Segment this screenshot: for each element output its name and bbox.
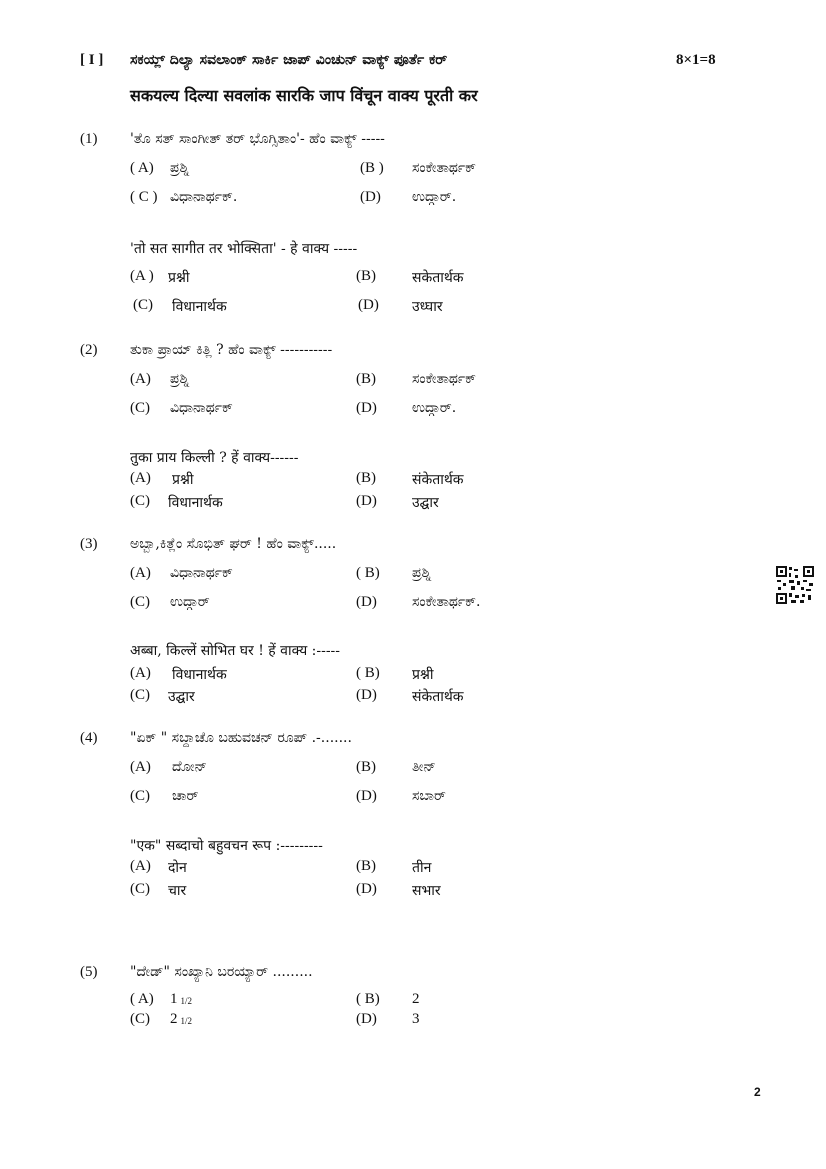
q4-dev-option-b: तीन	[412, 860, 432, 876]
question-3-kannada: ಅಬ್ಬಾ,ಕಿತ್ಲೆಂ ಸೊಭಿತ್ ಘರ್ ! ಹೆಂ ವಾಕ್ಯ್.....	[130, 536, 337, 552]
q4-dev-option-c-label: (C)	[130, 881, 150, 897]
q4-kn-option-d-label: (D)	[356, 788, 377, 804]
section-title-kannada: ಸಕಯ್ಲ್ ದಿಲ್ಯಾ ಸವಲಾಂಕ್ ಸಾರ್ಕಿ ಜಾಪ್ ವಿಂಚುನ್ ವಾಕ್ಯ್ ಪೂರ್ತೆ ಕರ್	[130, 52, 448, 68]
question-4-number: (4)	[80, 730, 98, 746]
question-3-number: (3)	[80, 536, 98, 552]
q2-dev-option-a-label: (A)	[130, 470, 151, 486]
q3-kn-option-d-label: (D)	[356, 594, 377, 610]
q3-dev-option-c: उद्घार	[168, 689, 195, 705]
q1-dev-option-b-label: (B)	[356, 268, 376, 284]
q3-dev-option-c-label: (C)	[130, 687, 150, 703]
q3-dev-option-d-label: (D)	[356, 687, 377, 703]
q4-kn-option-d: ಸಬಾರ್	[412, 788, 446, 804]
q4-dev-option-a-label: (A)	[130, 858, 151, 874]
q1-dev-option-c: विधानार्थक	[172, 299, 227, 315]
page-number: 2	[754, 1085, 761, 1099]
q3-kn-option-a-label: (A)	[130, 565, 151, 581]
q5-option-c-fraction: 1/2	[180, 1016, 193, 1026]
q5-option-c	[170, 1011, 192, 1028]
q3-kn-option-c: ಉದ್ಗಾರ್	[170, 594, 210, 610]
q2-dev-option-a: प्रश्नी	[172, 472, 194, 488]
question-2-number: (2)	[80, 342, 98, 358]
q4-dev-option-b-label: (B)	[356, 858, 376, 874]
section-title-devanagari: सकयल्य दिल्या सवलांक सारकि जाप विंचून वाक्य पूरती कर	[130, 86, 478, 105]
q3-kn-option-a: ವಿಧಾನಾರ್ಥಕ್	[170, 565, 233, 581]
q1-kn-option-a-label: ( A)	[130, 160, 154, 176]
question-4-kannada: "ಏಕ್ " ಸಬ್ದಾಚೊ ಬಹುವಚನ್ ರೂಪ್ .-.......	[130, 730, 352, 746]
q5-option-c-value: 2	[170, 1011, 178, 1027]
q2-dev-option-d: उद्घार	[412, 495, 439, 511]
q3-kn-option-d: ಸಂಕೇತಾರ್ಥಕ್.	[412, 594, 481, 610]
q5-option-a-fraction: 1/2	[180, 996, 193, 1006]
question-4-devanagari: "एक" सब्दाचो बहुवचन रूप :---------	[130, 838, 323, 854]
q5-option-b: 2	[412, 991, 420, 1007]
q2-kn-option-c-label: (C)	[130, 400, 150, 416]
q4-dev-option-d: सभार	[412, 883, 441, 899]
q4-kn-option-a-label: (A)	[130, 759, 151, 775]
q1-kn-option-b-label: (B )	[360, 160, 384, 176]
q5-option-d-label: (D)	[356, 1011, 377, 1027]
q5-option-a-value: 1	[170, 991, 178, 1007]
q1-kn-option-a: ಪ್ರಶ್ನಿ	[170, 160, 190, 176]
q2-dev-option-c: विधानार्थक	[168, 495, 223, 511]
q3-dev-option-b: प्रश्नी	[412, 667, 434, 683]
q3-dev-option-a-label: (A)	[130, 665, 151, 681]
q1-dev-option-a-label: (A )	[130, 268, 154, 284]
q1-dev-option-d: उध्घार	[412, 299, 443, 315]
q3-kn-option-b: ಪ್ರಶ್ನಿ	[412, 565, 432, 581]
q3-kn-option-b-label: ( B)	[356, 565, 380, 581]
q2-kn-option-d: ಉದ್ಗಾರ್.	[412, 400, 457, 416]
q4-dev-option-a: दोन	[168, 860, 187, 876]
q4-kn-option-c: ಚಾರ್	[172, 788, 199, 804]
q1-kn-option-d-label: (D)	[360, 189, 381, 205]
q2-kn-option-b: ಸಂಕೇತಾರ್ಥಕ್	[412, 371, 477, 387]
question-1-devanagari: 'तो सत सागीत तर भोक्सिता' - हे वाक्य -----	[130, 241, 358, 257]
section-marks: 8×1=8	[676, 52, 716, 68]
q4-dev-option-d-label: (D)	[356, 881, 377, 897]
q3-dev-option-a: विधानार्थक	[172, 667, 227, 683]
q4-dev-option-c: चार	[168, 883, 187, 899]
q2-dev-option-d-label: (D)	[356, 493, 377, 509]
q2-kn-option-c: ವಿಧಾನಾರ್ಥಕ್	[170, 400, 233, 416]
q4-kn-option-b-label: (B)	[356, 759, 376, 775]
question-5-kannada: "ದೇಡ್" ಸಂಖ್ಯಾನಿ ಬರಯ್ಯಾರ್ .........	[130, 964, 313, 980]
q5-option-c-label: (C)	[130, 1011, 150, 1027]
q1-kn-option-b: ಸಂಕೇತಾರ್ಥಕ್	[412, 160, 477, 176]
q1-dev-option-c-label: (C)	[133, 297, 153, 313]
q1-dev-option-d-label: (D)	[358, 297, 379, 313]
q1-dev-option-a: प्रश्नी	[168, 270, 190, 286]
q1-dev-option-b: सकेतार्थक	[412, 270, 464, 286]
q5-option-a-label: ( A)	[130, 991, 154, 1007]
q3-dev-option-d: संकेतार्थक	[412, 689, 464, 705]
q2-kn-option-d-label: (D)	[356, 400, 377, 416]
q4-kn-option-b: ತೀನ್	[412, 759, 436, 775]
q5-option-d: 3	[412, 1011, 420, 1027]
q2-dev-option-b: संकेतार्थक	[412, 472, 464, 488]
q4-kn-option-c-label: (C)	[130, 788, 150, 804]
q5-option-a	[170, 991, 192, 1008]
q2-kn-option-b-label: (B)	[356, 371, 376, 387]
qr-code-icon	[775, 565, 815, 605]
q3-dev-option-b-label: ( B)	[356, 665, 380, 681]
q1-kn-option-d: ಉದ್ಗಾರ್.	[412, 189, 457, 205]
q2-kn-option-a: ಪ್ರಶ್ನಿ	[170, 371, 190, 387]
q4-kn-option-a: ದೋನ್	[172, 759, 207, 775]
q2-kn-option-a-label: (A)	[130, 371, 151, 387]
q3-kn-option-c-label: (C)	[130, 594, 150, 610]
question-5-number: (5)	[80, 964, 98, 980]
q5-option-b-label: ( B)	[356, 991, 380, 1007]
q2-dev-option-c-label: (C)	[130, 493, 150, 509]
question-1-number: (1)	[80, 131, 98, 147]
q1-kn-option-c-label: ( C )	[130, 189, 158, 205]
question-3-devanagari: अब्बा, किल्लें सोभित घर ! हें वाक्य :-----	[130, 643, 341, 659]
q1-kn-option-c: ವಿಧಾನಾರ್ಥಕ್.	[170, 189, 238, 205]
question-2-devanagari: तुका प्राय किल्ली ? हें वाक्य------	[130, 450, 299, 466]
question-2-kannada: ತುಕಾ ಪ್ರಾಯ್ ಕಿತ್ಲಿ ? ಹೆಂ ವಾಕ್ಯ್ -----------	[130, 342, 333, 358]
question-1-kannada: 'ತೊ ಸತ್ ಸಾಂಗೀತ್ ತರ್ ಭೊಗ್ಸಿತಾಂ'- ಹೆಂ ವಾಕ್ಯ್ -----	[130, 131, 385, 147]
section-number: [ I ]	[80, 52, 104, 68]
q2-dev-option-b-label: (B)	[356, 470, 376, 486]
